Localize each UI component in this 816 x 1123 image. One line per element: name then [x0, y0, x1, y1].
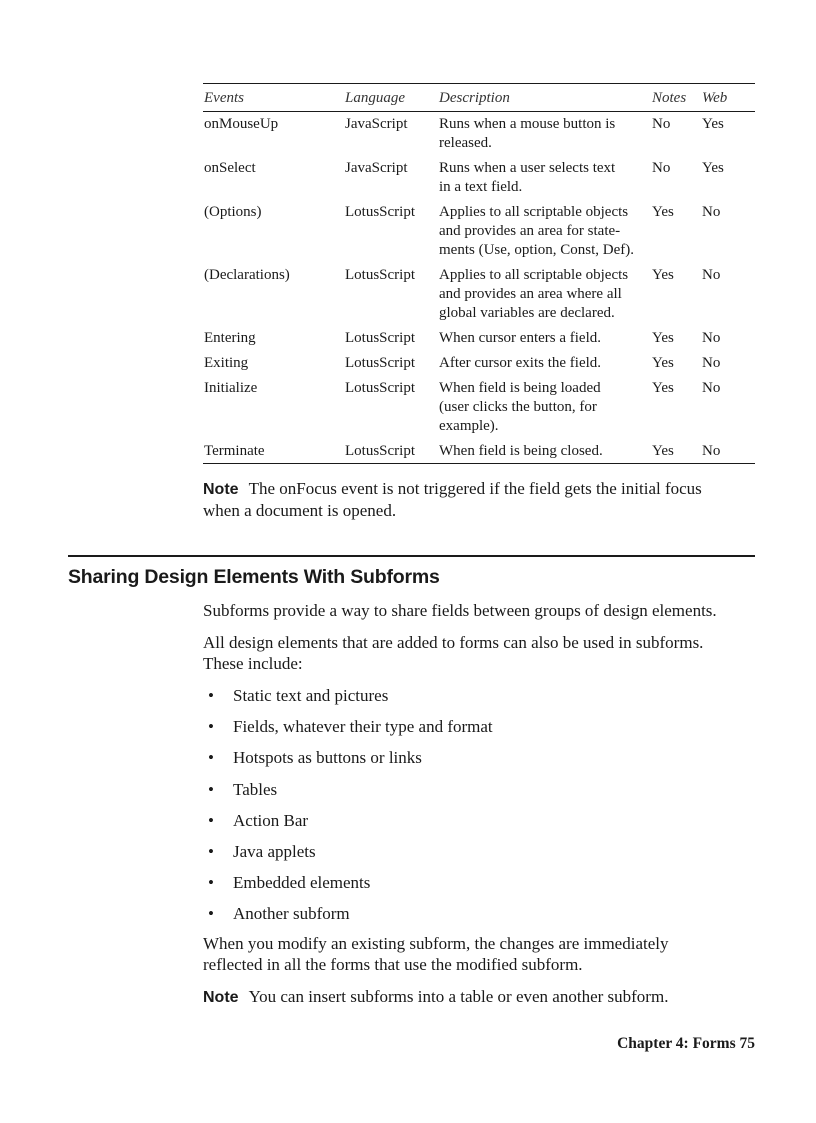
language-cell: LotusScript	[345, 267, 415, 283]
web-cell: Yes	[702, 116, 724, 132]
note-text-line2: when a document is opened.	[203, 501, 397, 520]
description-cell	[439, 266, 652, 323]
language-cell: LotusScript	[345, 330, 415, 346]
list-item-text: Fields, whatever their type and format	[233, 717, 493, 737]
description-line: global variables are declared.	[439, 305, 615, 321]
description-cell	[439, 159, 652, 197]
description-line: (user clicks the button, for	[439, 399, 597, 415]
notes-cell: Yes	[652, 443, 674, 459]
bullet-dot-icon: •	[208, 810, 214, 830]
paragraph-line: These include:	[203, 654, 303, 673]
web-cell: No	[702, 204, 721, 220]
page-footer: Chapter 4: Forms 75	[617, 1035, 755, 1052]
event-cell: (Declarations)	[204, 267, 290, 283]
language-cell: LotusScript	[345, 443, 415, 459]
description-line: in a text field.	[439, 179, 523, 195]
header-notes: Notes	[652, 90, 687, 106]
paragraph-line: When you modify an existing subform, the changes are immediately	[203, 934, 669, 953]
list-item	[203, 685, 743, 716]
list-item-text: Hotspots as buttons or links	[233, 748, 422, 768]
description-line: and provides an area for state-	[439, 223, 621, 239]
list-item-text: Another subform	[233, 904, 350, 924]
web-cell: No	[702, 355, 721, 371]
design-elements-paragraph	[203, 632, 763, 674]
language-cell: LotusScript	[345, 380, 415, 396]
description-cell	[439, 354, 652, 373]
notes-cell: Yes	[652, 267, 674, 283]
event-cell: onSelect	[204, 160, 256, 176]
notes-cell: Yes	[652, 204, 674, 220]
bullet-dot-icon: •	[208, 779, 214, 799]
description-line: Runs when a user selects text	[439, 160, 616, 176]
table-row	[203, 197, 755, 260]
table-row	[203, 153, 755, 197]
web-cell: Yes	[702, 160, 724, 176]
header-web: Web	[702, 90, 728, 106]
modify-subform-paragraph	[203, 933, 763, 975]
note-text: You can insert subforms into a table or even another subform.	[248, 987, 669, 1006]
description-cell	[439, 203, 652, 260]
event-cell: Exiting	[204, 355, 249, 371]
notes-cell: Yes	[652, 330, 674, 346]
note-insert-subforms	[203, 986, 763, 1008]
note-label: Note	[203, 989, 239, 1006]
description-line: Runs when a mouse button is	[439, 116, 616, 132]
table-row	[203, 112, 755, 153]
event-cell: Terminate	[204, 443, 265, 459]
description-line: example).	[439, 418, 499, 434]
table-row	[203, 373, 755, 436]
list-item	[203, 779, 743, 810]
description-line: released.	[439, 135, 492, 151]
bullet-dot-icon: •	[208, 904, 214, 924]
list-item	[203, 903, 743, 934]
description-cell	[439, 115, 652, 153]
bullet-dot-icon: •	[208, 686, 214, 705]
description-line: After cursor exits the field.	[439, 355, 602, 371]
description-line: When field is being closed.	[439, 443, 603, 459]
description-cell	[439, 329, 652, 348]
language-cell: LotusScript	[345, 355, 415, 371]
table-body	[203, 112, 755, 463]
description-line: Applies to all scriptable objects	[439, 267, 629, 283]
list-item-text: Embedded elements	[233, 873, 371, 893]
list-item	[203, 841, 743, 872]
list-item-text: Java applets	[233, 841, 316, 861]
note-label: Note	[203, 481, 239, 498]
notes-cell: No	[652, 160, 671, 176]
bullet-dot-icon: •	[208, 717, 214, 737]
description-cell	[439, 442, 652, 461]
description-line: When field is being loaded	[439, 380, 601, 396]
description-line: ments (Use, option, Const, Def).	[439, 242, 634, 258]
bullet-dot-icon: •	[208, 841, 214, 861]
note-onfocus	[203, 478, 763, 521]
description-line: Applies to all scriptable objects	[439, 204, 629, 220]
event-cell: onMouseUp	[204, 116, 279, 132]
header-language: Language	[345, 90, 405, 106]
event-cell: Initialize	[204, 380, 258, 396]
table-row	[203, 348, 755, 373]
event-cell: Entering	[204, 330, 256, 346]
header-events: Events	[204, 90, 244, 106]
section-divider	[68, 555, 755, 557]
list-item-text: Tables	[233, 779, 278, 799]
notes-cell: Yes	[652, 355, 674, 371]
section-title: Sharing Design Elements With Subforms	[68, 566, 440, 588]
language-cell: JavaScript	[345, 116, 408, 132]
notes-cell: Yes	[652, 380, 674, 396]
design-elements-list	[203, 685, 743, 935]
paragraph-line: reflected in all the forms that use the modified subform.	[203, 955, 583, 974]
language-cell: JavaScript	[345, 160, 408, 176]
language-cell: LotusScript	[345, 204, 415, 220]
bullet-dot-icon: •	[208, 748, 214, 768]
list-item	[203, 716, 743, 747]
list-item-text: Static text and pictures	[233, 686, 389, 705]
list-item-text: Action Bar	[233, 810, 309, 830]
table-row	[203, 260, 755, 323]
list-item	[203, 747, 743, 778]
bullet-dot-icon: •	[208, 873, 214, 893]
web-cell: No	[702, 380, 721, 396]
note-text-line1: The onFocus event is not triggered if the field gets the initial focus	[248, 479, 702, 498]
list-item	[203, 872, 743, 903]
table-row	[203, 323, 755, 348]
description-line: and provides an area where all	[439, 286, 622, 302]
notes-cell: No	[652, 116, 671, 132]
web-cell: No	[702, 267, 721, 283]
list-item	[203, 810, 743, 841]
table-header	[203, 84, 755, 112]
paragraph-line: All design elements that are added to forms can also be used in subforms.	[203, 633, 704, 652]
header-description: Description	[439, 90, 510, 106]
event-cell: (Options)	[204, 204, 262, 220]
web-cell: No	[702, 330, 721, 346]
web-cell: No	[702, 443, 721, 459]
description-line: When cursor enters a field.	[439, 330, 602, 346]
intro-paragraph: Subforms provide a way to share fields between groups of design elements.	[203, 601, 717, 620]
events-table	[203, 83, 755, 464]
table-row	[203, 436, 755, 463]
description-cell	[439, 379, 652, 436]
